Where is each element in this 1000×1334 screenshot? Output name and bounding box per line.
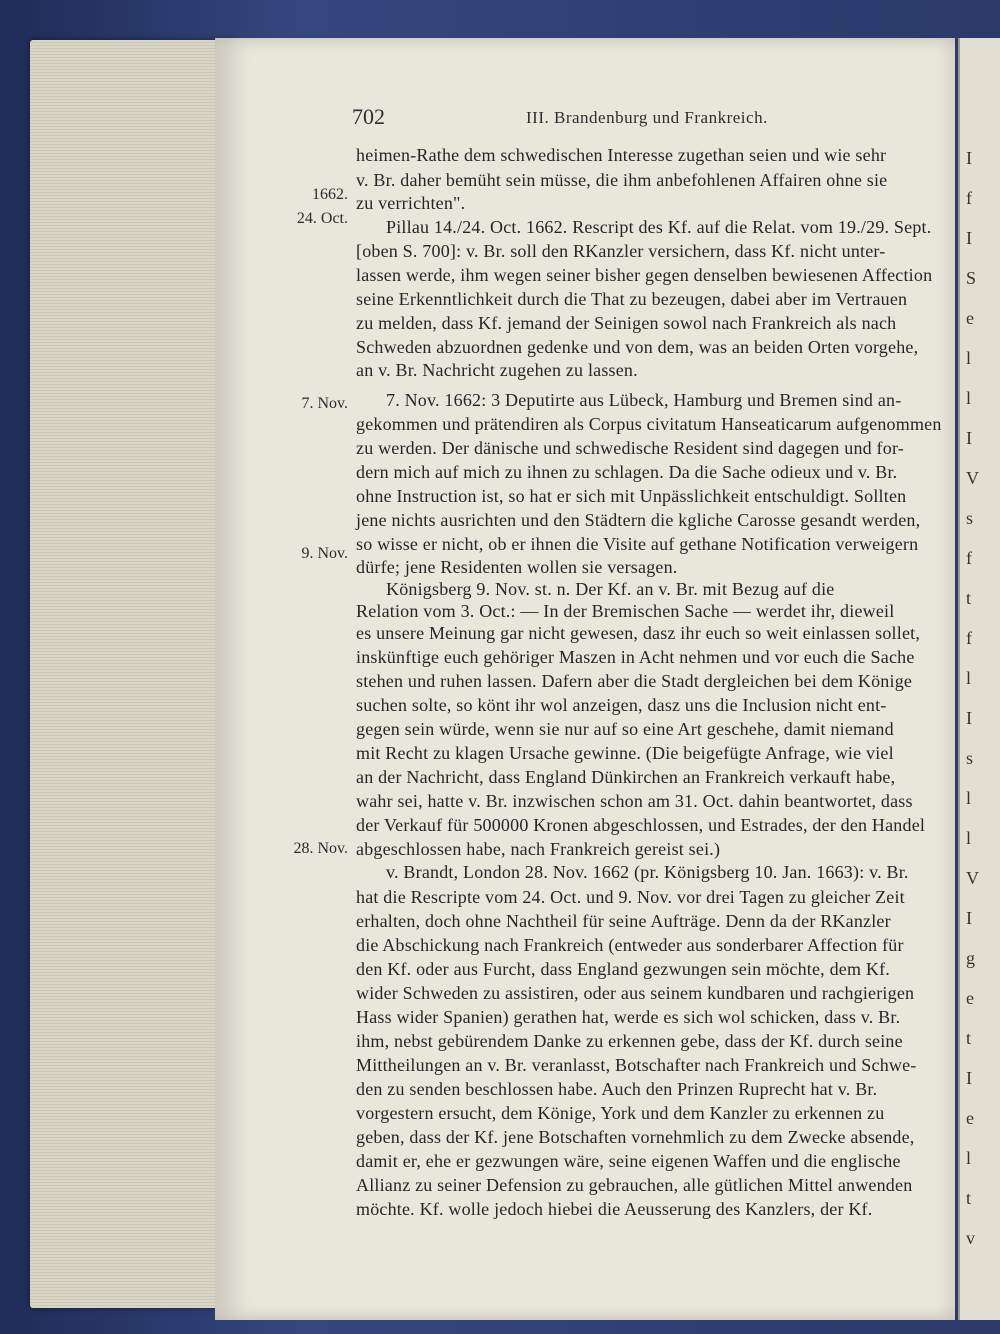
page-number: 702 bbox=[352, 104, 385, 129]
text-line: ohne Instruction ist, so hat er sich mit Unpässlichkeit entschuldigt. Sollten bbox=[356, 486, 907, 506]
facing-page-letter: V bbox=[966, 868, 979, 888]
text-line: es unsere Meinung gar nicht gewesen, dasz ihr euch so weit einlassen sollet, bbox=[356, 623, 921, 643]
facing-page-letter: V bbox=[966, 468, 979, 488]
text-line: inskünftige euch gehöriger Maszen in Acht nehmen und vor euch die Sache bbox=[356, 647, 915, 667]
text-line: erhalten, doch ohne Nachtheil für seine Aufträge. Denn da der RKanzler bbox=[356, 911, 891, 931]
text-line: 7. Nov. 1662: 3 Deputirte aus Lübeck, Hamburg und Bremen sind an- bbox=[386, 390, 902, 410]
text-line: dern mich auf mich zu ihnen zu schlagen. Da die Sache odieux und v. Br. bbox=[356, 462, 898, 482]
facing-page-letter: l bbox=[966, 388, 972, 408]
facing-page-letter: l bbox=[966, 1148, 972, 1168]
text-line: abgeschlossen habe, nach Frankreich gereist sei.) bbox=[356, 839, 721, 859]
running-title: III. Brandenburg und Frankreich. bbox=[526, 108, 768, 127]
text-line: stehen und ruhen lassen. Dafern aber die Stadt dergleichen bei dem Könige bbox=[356, 671, 913, 691]
text-line: der Verkauf für 500000 Kronen abgeschlossen, und Estrades, der den Handel bbox=[356, 815, 926, 835]
facing-page-letter: f bbox=[966, 628, 972, 648]
margin-year: 1662. bbox=[312, 186, 348, 203]
facing-page-letter: f bbox=[966, 188, 972, 208]
facing-page-letter: t bbox=[966, 1188, 972, 1208]
text-line: heimen-Rathe dem schwedischen Interesse zugethan seien und wie sehr bbox=[356, 145, 887, 165]
text-line: ihm, nebst gebürendem Danke zu erkennen gebe, dass der Kf. durch seine bbox=[356, 1031, 903, 1051]
text-line: an der Nachricht, dass England Dünkirchen an Frankreich verkauft habe, bbox=[356, 767, 896, 787]
facing-page-letter: l bbox=[966, 828, 972, 848]
facing-page-letter: f bbox=[966, 548, 972, 568]
text-line: Mittheilungen an v. Br. veranlasst, Botschafter nach Frankreich und Schwe- bbox=[356, 1055, 917, 1075]
facing-page-letter: s bbox=[966, 748, 974, 768]
text-line: hat die Rescripte vom 24. Oct. und 9. Nov. vor drei Tagen zu gleicher Zeit bbox=[356, 887, 905, 907]
facing-page-letter: l bbox=[966, 668, 972, 688]
facing-page-letter: I bbox=[966, 228, 972, 248]
text-line: an v. Br. Nachricht zugehen zu lassen. bbox=[356, 360, 638, 380]
facing-page-letter: e bbox=[966, 988, 974, 1008]
facing-page-letter: e bbox=[966, 308, 974, 328]
text-line: dürfe; jene Residenten wollen sie versagen. bbox=[356, 557, 678, 577]
text-line: damit er, ehe er gezwungen wäre, seine eigenen Waffen und die englische bbox=[356, 1151, 901, 1171]
facing-page-letter: I bbox=[966, 148, 972, 168]
margin-date: 24. Oct. bbox=[296, 210, 348, 227]
facing-page-letter: l bbox=[966, 788, 972, 808]
facing-page-letter: s bbox=[966, 508, 974, 528]
facing-page-edge bbox=[958, 38, 1000, 1320]
facing-page-letter: g bbox=[966, 948, 975, 968]
text-line: Königsberg 9. Nov. st. n. Der Kf. an v. Br. mit Bezug auf die bbox=[386, 579, 835, 599]
text-line: wider Schweden zu assistiren, oder aus seinem kundbaren und rachgierigen bbox=[356, 983, 915, 1003]
facing-page-letter: v bbox=[966, 1228, 975, 1248]
book-page-edges bbox=[30, 40, 235, 1308]
text-line: Hass wider Spanien) gerathen hat, werde es sich wol schicken, dass v. Br. bbox=[356, 1007, 901, 1027]
margin-date: 9. Nov. bbox=[301, 545, 348, 562]
text-line: mit Recht zu klagen Ursache gewinne. (Die beigefügte Anfrage, wie viel bbox=[356, 743, 894, 763]
text-line: jene nichts ausrichten und den Städtern die kgliche Carosse gesandt werden, bbox=[356, 510, 921, 530]
text-line: zu melden, dass Kf. jemand der Seinigen sowol nach Frankreich als nach bbox=[356, 313, 897, 333]
text-line: seine Erkenntlichkeit durch die That zu bezeugen, dabei aber im Vertrauen bbox=[356, 289, 908, 309]
facing-page-letter: S bbox=[966, 268, 977, 288]
facing-page-letter: I bbox=[966, 908, 972, 928]
margin-date: 7. Nov. bbox=[301, 395, 348, 412]
text-line: den zu senden beschlossen habe. Auch den Prinzen Ruprecht hat v. Br. bbox=[356, 1079, 878, 1099]
facing-page-letter: l bbox=[966, 348, 972, 368]
text-line: v. Br. daher bemüht sein müsse, die ihm anbefohlenen Affairen ohne sie bbox=[356, 170, 888, 190]
text-line: Allianz zu seiner Defension zu gebrauchen, alle gütlichen Mittel anwenden bbox=[356, 1175, 913, 1195]
text-line: [oben S. 700]: v. Br. soll den RKanzler versichern, dass Kf. nicht unter- bbox=[356, 241, 886, 261]
page-header bbox=[352, 104, 912, 134]
text-line: gekommen und prätendiren als Corpus civitatum Hanseaticarum aufgenommen bbox=[356, 414, 942, 434]
text-line: vorgestern ersucht, dem Könige, York und dem Kanzler zu erkennen zu bbox=[356, 1103, 885, 1123]
facing-page-letter: I bbox=[966, 428, 972, 448]
facing-page-letter: I bbox=[966, 708, 972, 728]
facing-page-letter: I bbox=[966, 1068, 972, 1088]
text-line: wahr sei, hatte v. Br. inzwischen schon am 31. Oct. dahin beantwortet, dass bbox=[356, 791, 913, 811]
text-line: den Kf. oder aus Furcht, dass England gezwungen sein möchte, dem Kf. bbox=[356, 959, 890, 979]
text-line: gegen sein würde, wenn sie nur auf so eine Art geschehe, damit niemand bbox=[356, 719, 894, 739]
text-line: Relation vom 3. Oct.: — In der Bremischen Sache — werdet ihr, dieweil bbox=[356, 601, 895, 621]
facing-page-letter: e bbox=[966, 1108, 974, 1128]
text-line: v. Brandt, London 28. Nov. 1662 (pr. Königsberg 10. Jan. 1663): v. Br. bbox=[386, 862, 909, 882]
text-line: suchen solte, so könt ihr wol anzeigen, dasz uns die Inclusion nicht ent- bbox=[356, 695, 887, 715]
facing-page-letter: t bbox=[966, 588, 972, 608]
text-line: möchte. Kf. wolle jedoch hiebei die Aeusserung des Kanzlers, der Kf. bbox=[356, 1199, 873, 1219]
text-line: zu verrichten". bbox=[356, 193, 466, 213]
text-line: geben, dass der Kf. jene Botschaften vornehmlich zu dem Zwecke absende, bbox=[356, 1127, 915, 1147]
facing-page-letter: t bbox=[966, 1028, 972, 1048]
text-line: so wisse er nicht, ob er ihnen die Visite auf gethane Notification verweigern bbox=[356, 534, 919, 554]
margin-date: 28. Nov. bbox=[293, 840, 348, 857]
text-line: zu werden. Der dänische und schwedische Resident sind dagegen und for- bbox=[356, 438, 904, 458]
text-line: Schweden abzuordnen gedenke und von dem, was an beiden Orten vorgehe, bbox=[356, 337, 919, 357]
text-line: Pillau 14./24. Oct. 1662. Rescript des Kf. auf die Relat. vom 19./29. Sept. bbox=[386, 217, 932, 237]
text-line: die Abschickung nach Frankreich (entweder aus sonderbarer Affection für bbox=[356, 935, 904, 955]
text-line: lassen werde, ihm wegen seiner bisher gegen denselben bewiesenen Affection bbox=[356, 265, 933, 285]
